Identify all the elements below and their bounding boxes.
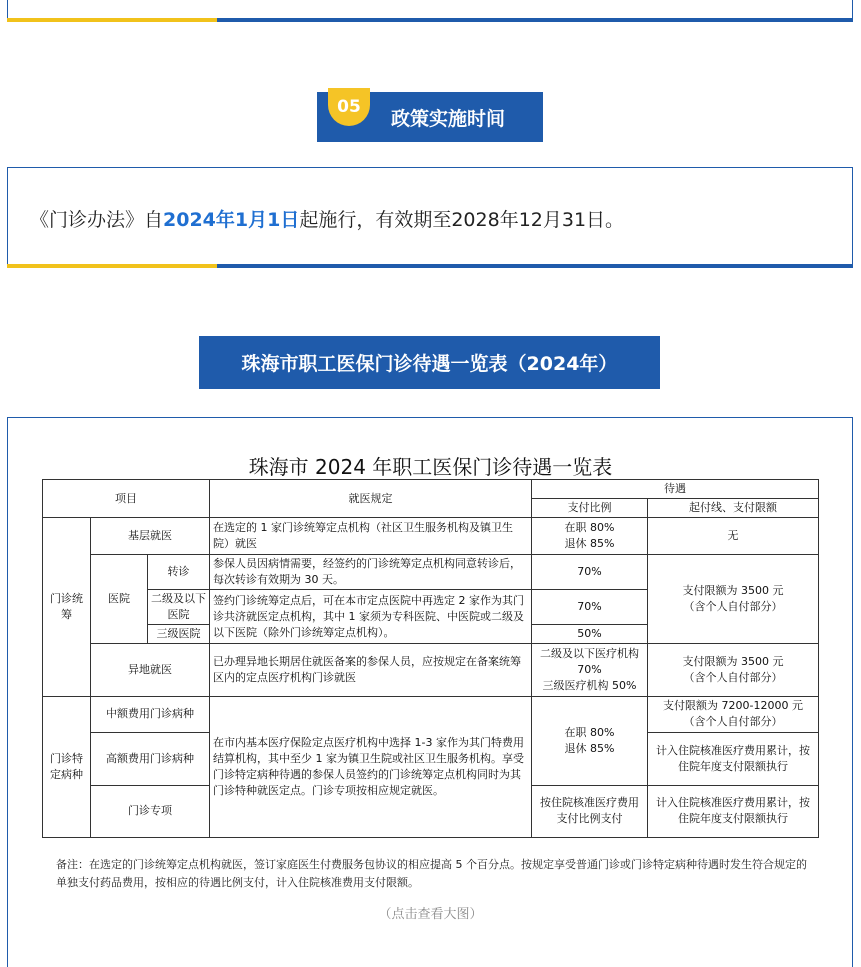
policy-rule-blue bbox=[217, 264, 853, 268]
header-benefit: 待遇 bbox=[532, 480, 819, 499]
basic-label: 基层就医 bbox=[91, 518, 210, 554]
benefit-table-title: 珠海市 2024 年职工医保门诊待遇一览表 bbox=[248, 455, 613, 479]
transfer-label: 转诊 bbox=[148, 554, 210, 589]
mid-label: 中额费用门诊病种 bbox=[91, 696, 210, 732]
mid-limit: 支付限额为 7200-12000 元 （含个人自付部分） bbox=[648, 696, 819, 732]
policy-box-right-border bbox=[852, 167, 853, 265]
table-row bbox=[43, 518, 819, 554]
table-row bbox=[43, 554, 819, 589]
top-rule-blue bbox=[217, 18, 853, 22]
section-05-number: 05 bbox=[337, 97, 361, 117]
image-box-right-border bbox=[852, 417, 853, 967]
policy-rule-yellow bbox=[7, 264, 217, 268]
high-limit: 计入住院核准医疗费用累计，按住院年度支付限额执行 bbox=[648, 733, 819, 785]
table-row bbox=[43, 644, 819, 696]
policy-box-top-border bbox=[7, 167, 853, 168]
remote-ratio: 二级及以下医疗机构 70% 三级医疗机构 50% bbox=[532, 644, 648, 696]
image-box-top-border bbox=[7, 417, 853, 418]
group2-ratio: 在职 80% 退休 85% bbox=[532, 696, 648, 785]
group2-name: 门诊特定病种 bbox=[43, 696, 91, 837]
policy-text-before: 《门诊办法》自 bbox=[30, 209, 164, 231]
zoom-hint[interactable]: （点击查看大图） bbox=[378, 907, 483, 922]
top-rule-yellow bbox=[7, 18, 217, 22]
top-box-right-border bbox=[852, 0, 853, 20]
table-note: 备注：在选定的门诊统筹定点机构就医，签订家庭医生付费服务包协议的相应提高 5 个百分点。按规定享受普通门诊或门诊特定病种待遇时发生符合规定的单独支付药品费用，按相应的待遇比例支付，计入住院核准费用支付限额。 bbox=[56, 858, 807, 889]
remote-rule: 已办理异地长期居住就医备案的参保人员，应按规定在备案统筹区内的定点医疗机构门诊就医 bbox=[210, 644, 532, 696]
header-ratio: 支付比例 bbox=[532, 499, 648, 518]
group1-name: 门诊统筹 bbox=[43, 518, 91, 696]
header-item: 项目 bbox=[43, 480, 210, 518]
top-box-left-border bbox=[7, 0, 8, 20]
basic-limit: 无 bbox=[648, 518, 819, 554]
table-section-header bbox=[199, 336, 660, 389]
policy-text bbox=[30, 205, 624, 232]
policy-text-after: 起施行，有效期至2028年12月31日。 bbox=[299, 209, 625, 231]
hospital-label: 医院 bbox=[91, 554, 148, 644]
header-limit: 起付线、支付限额 bbox=[648, 499, 819, 518]
high-label: 高额费用门诊病种 bbox=[91, 733, 210, 785]
image-box-left-border bbox=[7, 417, 8, 967]
group2-rule: 在市内基本医疗保险定点医疗机构中选择 1-3 家作为其门特费用结算机构，其中至少 1 家为镇卫生院或社区卫生服务机构。享受门诊特定病种待遇的参保人员签约的门诊统筹定点机构同时为其门诊特种就医定点。门诊专项按相应规定就医。 bbox=[210, 696, 532, 837]
level2-label: 二级及以下医院 bbox=[148, 589, 210, 624]
policy-date-highlight: 2024年1月1日 bbox=[163, 209, 300, 231]
benefit-table bbox=[42, 479, 819, 838]
header-rule: 就医规定 bbox=[210, 480, 532, 518]
section-05-title: 政策实施时间 bbox=[390, 107, 505, 130]
transfer-ratio: 70% bbox=[532, 554, 648, 589]
special-limit: 计入住院核准医疗费用累计，按住院年度支付限额执行 bbox=[648, 785, 819, 838]
remote-limit: 支付限额为 3500 元 （含个人自付部分） bbox=[648, 644, 819, 696]
table-row bbox=[43, 696, 819, 732]
table-header-row bbox=[43, 480, 819, 499]
remote-label: 异地就医 bbox=[91, 644, 210, 696]
transfer-rule: 参保人员因病情需要，经签约的门诊统筹定点机构同意转诊后，每次转诊有效期为 30 天。 bbox=[210, 554, 532, 589]
hospital-limit: 支付限额为 3500 元 （含个人自付部分） bbox=[648, 554, 819, 644]
policy-box-left-border bbox=[7, 167, 8, 265]
level3-ratio: 50% bbox=[532, 625, 648, 644]
contract-rule: 签约门诊统筹定点后，可在本市定点医院中再选定 2 家作为其门诊共济就医定点机构，其中 1 家须为专科医院、中医院或二级及以下医院（除外门诊统筹定点机构）。 bbox=[210, 589, 532, 643]
level2-ratio: 70% bbox=[532, 589, 648, 624]
special-ratio: 按住院核准医疗费用支付比例支付 bbox=[532, 785, 648, 838]
special-label: 门诊专项 bbox=[91, 785, 210, 838]
basic-ratio: 在职 80% 退休 85% bbox=[532, 518, 648, 554]
level3-label: 三级医院 bbox=[148, 625, 210, 644]
basic-rule: 在选定的 1 家门诊统筹定点机构（社区卫生服务机构及镇卫生院）就医 bbox=[210, 518, 532, 554]
table-section-title: 珠海市职工医保门诊待遇一览表（2024年） bbox=[241, 353, 618, 375]
